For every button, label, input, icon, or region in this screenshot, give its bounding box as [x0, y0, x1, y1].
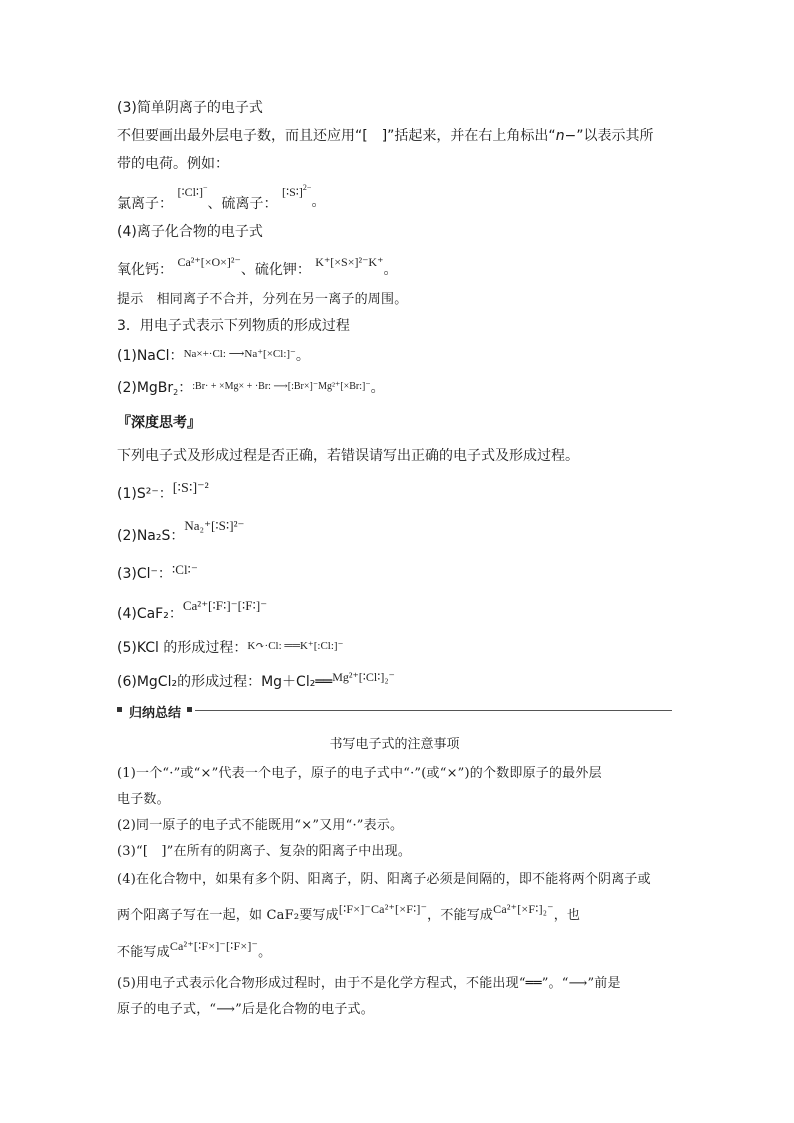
nacl-end: 。 [295, 348, 310, 364]
item-label: (5)KCl 的形成过程： [117, 640, 248, 656]
item-formula-prefix: Mg＋Cl₂══ [261, 674, 333, 690]
summary-bar-marker-left [117, 707, 122, 712]
nacl-label: (1)NaCl： [117, 348, 184, 364]
nacl-formula: Na×+·Cl: ⟶Na⁺[×Cl:]⁻ [183, 348, 296, 360]
summary-p4c [117, 939, 272, 963]
summary-p2: (2)同一原子的电子式不能既用“×”又用“·”表示。 [117, 818, 404, 833]
summary-p5a: (5)用电子式表示化合物形成过程时，由于不是化学方程式，不能出现“══”。“⟶”前是 [117, 976, 621, 991]
section4-examples [117, 255, 398, 280]
formation-heading: 3．用电子式表示下列物质的形成过程 [117, 318, 350, 334]
item-formula: ∶Cl∶⁻ [171, 562, 198, 577]
p4b-pre: 两个阳离子写在一起，如 CaF₂要写成 [117, 908, 339, 923]
p4b-end: ，也 [553, 908, 581, 923]
item-label: (4)CaF₂： [117, 606, 183, 622]
deep-item-5 [117, 638, 343, 659]
p4c-wrong-formula: Ca²⁺[∶F×]⁻[∶F×]⁻ [169, 939, 259, 953]
section4-heading: (4)离子化合物的电子式 [117, 224, 263, 240]
item-label: (3)Cl⁻： [117, 566, 172, 582]
tip-line: 提示 相同离子不合并，分列在另一离子的周围。 [117, 292, 408, 307]
item-formula: K↷·Cl: ══K⁺[:Cl:]⁻ [247, 640, 344, 652]
item-formula: Na₂⁺[∶S∶]²⁻ [184, 518, 245, 533]
mgbr2-line [117, 378, 385, 403]
deep-think-title: 『深度思考』 [117, 415, 201, 431]
deep-item-4 [117, 598, 268, 624]
summary-p4b [117, 902, 581, 926]
summary-p1b: 电子数。 [117, 792, 170, 807]
section3-desc-line2: 带的电荷。例如： [117, 156, 229, 172]
deep-think-question: 下列电子式及形成过程是否正确，若错误请写出正确的电子式及形成过程。 [117, 448, 579, 464]
nacl-line [117, 346, 310, 367]
mgbr2-end: 。 [370, 380, 385, 396]
sulfide-sep: 、硫离子： [207, 196, 278, 212]
p4b-wrong-formula: Ca²⁺[×F∶]₂⁻ [493, 902, 554, 916]
item-formula: Mg²⁺[∶Cl∶]₂⁻ [332, 670, 395, 684]
section3-examples [117, 183, 326, 214]
desc-text-b: ”以表示其所 [576, 128, 654, 144]
desc-text-a: 不但要画出最外层电子数，而且还应用“[ ]”括起来，并在右上角标出“ [117, 128, 556, 144]
k2s-sep: 、硫化钾： [240, 262, 311, 278]
k2s-formula: K⁺[×S×]²⁻K⁺ [315, 255, 384, 269]
item-label: (6)MgCl₂的形成过程： [117, 674, 262, 690]
examples-end: 。 [311, 194, 326, 210]
item-formula: [∶S∶]⁻² [172, 481, 209, 496]
p4c-pre: 不能写成 [117, 945, 170, 960]
p4c-end: 。 [258, 945, 272, 960]
summary-bar-rule [195, 710, 672, 711]
deep-item-1 [117, 481, 209, 505]
deep-item-3 [117, 564, 198, 584]
section4-end: 。 [383, 262, 398, 278]
mgbr2-label: (2)MgBr$_2$： [117, 380, 193, 397]
summary-p4a: (4)在化合物中，如果有多个阴、阳离子，阴、阳离子必须是间隔的，即不能将两个阴离子或 [117, 872, 651, 887]
cao-label: 氧化钙： [117, 262, 173, 278]
summary-title: 书写电子式的注意事项 [329, 737, 460, 752]
chloride-label: 氯离子： [117, 196, 173, 212]
section3-heading: (3)简单阴离子的电子式 [117, 100, 263, 116]
deep-item-2 [117, 518, 245, 546]
cao-formula: Ca²⁺[×O×]²⁻ [177, 255, 241, 269]
chloride-formula: [∶Cl∶]− [177, 183, 208, 199]
summary-p5b: 原子的电子式，“⟶”后是化合物的电子式。 [117, 1002, 374, 1017]
p4b-mid: ，不能写成 [427, 908, 494, 923]
deep-item-6 [117, 672, 395, 692]
summary-bar-label: 归纳总结 [129, 706, 182, 721]
sulfide-formula: [∶S∶]$^{2-}$ [282, 183, 312, 199]
section3-desc-line1 [117, 126, 654, 146]
item-label: (2)Na₂S： [117, 528, 185, 544]
item-label: (1)S²⁻： [117, 486, 173, 502]
summary-bar [117, 702, 672, 721]
summary-p1a: (1)一个“·”或“×”代表一个电子，原子的电子式中“·”(或“×”)的个数即原子的最外层 [117, 766, 602, 781]
mgbr2-formula: :Br· + ×Mg× + ·Br: ⟶[:Br×]⁻Mg²⁺[×Br:]⁻ [192, 381, 371, 392]
p4b-correct-formula: [∶F×]⁻Ca²⁺[×F∶]⁻ [338, 902, 428, 916]
desc-n-symbol: n− [555, 128, 577, 144]
summary-bar-marker-right [187, 707, 192, 712]
item-formula: Ca²⁺[∶F∶]⁻[∶F∶]⁻ [182, 598, 268, 613]
summary-p3: (3)“[ ]”在所有的阴离子、复杂的阳离子中出现。 [117, 844, 412, 859]
